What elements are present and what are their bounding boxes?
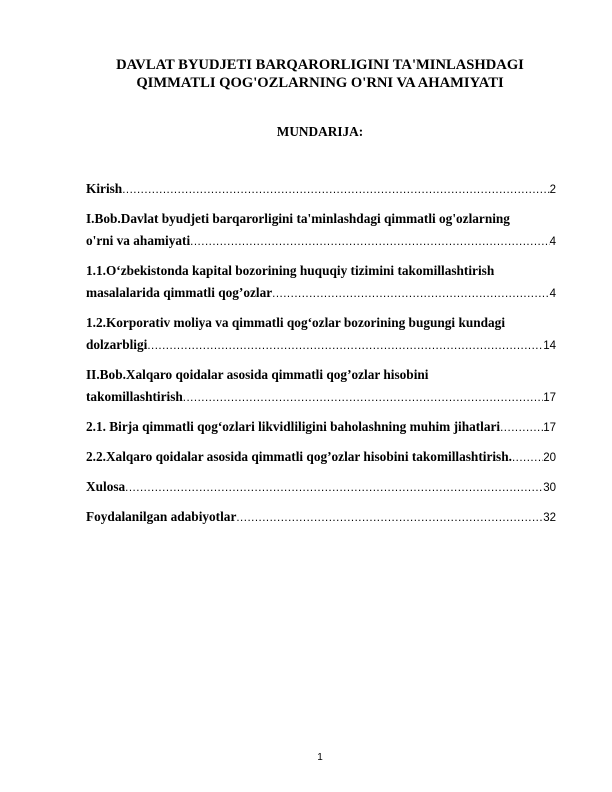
toc-dot-leader	[190, 231, 549, 253]
toc-entry[interactable]	[86, 506, 556, 528]
toc-entry-line	[86, 416, 556, 438]
toc-entry-line	[86, 476, 556, 498]
table-of-contents	[86, 178, 556, 536]
toc-dot-leader	[147, 335, 543, 357]
toc-entry-line	[86, 386, 556, 408]
toc-entry-title-line1: 1.1.O‘zbekistonda kapital bozorining huquqiy tizimini takomillashtirish	[86, 263, 495, 278]
page-number: 1	[317, 752, 323, 763]
toc-entry-line	[86, 282, 556, 304]
title-line-2: QIMMATLI QOG'OZLARNING O'RNI VA AHAMIYATI	[136, 75, 504, 91]
toc-page-number: 20	[543, 452, 556, 464]
toc-entry-title: Xulosa	[86, 479, 126, 494]
document-title	[72, 56, 568, 92]
toc-entry[interactable]	[86, 476, 556, 498]
toc-entry[interactable]	[86, 312, 556, 356]
toc-entry-first-line	[86, 260, 556, 282]
toc-entry[interactable]	[86, 260, 556, 304]
toc-page-number: 30	[543, 482, 556, 494]
toc-entry-title: o'rni va ahamiyati	[86, 233, 191, 248]
toc-page-number: 32	[543, 512, 556, 524]
toc-dot-leader	[500, 417, 543, 439]
toc-entry-title: dolzarbligi	[86, 337, 148, 352]
toc-entry-line	[86, 446, 556, 468]
toc-dot-leader	[122, 179, 549, 201]
toc-dot-leader	[272, 283, 549, 305]
toc-page-number: 17	[543, 422, 556, 434]
toc-dot-leader	[512, 447, 543, 469]
toc-entry-line	[86, 178, 556, 200]
toc-entry[interactable]	[86, 364, 556, 408]
toc-entry-line	[86, 506, 556, 528]
title-line-1: DAVLAT BYUDJETI BARQARORLIGINI TA'MINLASHDAGI	[116, 57, 524, 73]
toc-entry[interactable]	[86, 208, 556, 252]
toc-entry-title: 2.1. Birja qimmatli qog‘ozlari likvidliligini baholashning muhim jihatlari	[86, 419, 501, 434]
toc-page-number: 4	[549, 236, 556, 248]
toc-entry-line	[86, 230, 556, 252]
toc-dot-leader	[125, 477, 543, 499]
toc-entry-title: takomillashtirish	[86, 389, 183, 404]
toc-entry[interactable]	[86, 416, 556, 438]
toc-page-number: 14	[543, 340, 556, 352]
toc-page-number: 4	[549, 288, 556, 300]
toc-entry-title-line1: II.Bob.Xalqaro qoidalar asosida qimmatli qog’ozlar hisobini	[86, 367, 429, 382]
toc-entry-title: 2.2.Xalqaro qoidalar asosida qimmatli qog’ozlar hisobini takomillashtirish.	[86, 449, 512, 464]
toc-entry-title-line1: I.Bob.Davlat byudjeti barqarorligini ta'minlashdagi qimmatli og'ozlarning	[86, 211, 510, 226]
toc-dot-leader	[236, 507, 543, 529]
toc-entry-first-line	[86, 312, 556, 334]
toc-entry-first-line	[86, 364, 556, 386]
toc-entry[interactable]	[86, 178, 556, 200]
toc-entry-title-line1: 1.2.Korporativ moliya va qimmatli qog‘ozlar bozorining bugungi kundagi	[86, 315, 506, 330]
toc-entry-line	[86, 334, 556, 356]
toc-entry-first-line	[86, 208, 556, 230]
toc-entry-title: Foydalanilgan adabiyotlar	[86, 509, 237, 524]
toc-dot-leader	[183, 387, 543, 409]
toc-page-number: 2	[549, 184, 556, 196]
contents-heading: MUNDARIJA:	[276, 124, 364, 139]
toc-entry[interactable]	[86, 446, 556, 468]
toc-page-number: 17	[543, 392, 556, 404]
toc-entry-title: masalalarida qimmatli qog’ozlar	[86, 285, 273, 300]
toc-entry-title: Kirish	[86, 181, 123, 196]
